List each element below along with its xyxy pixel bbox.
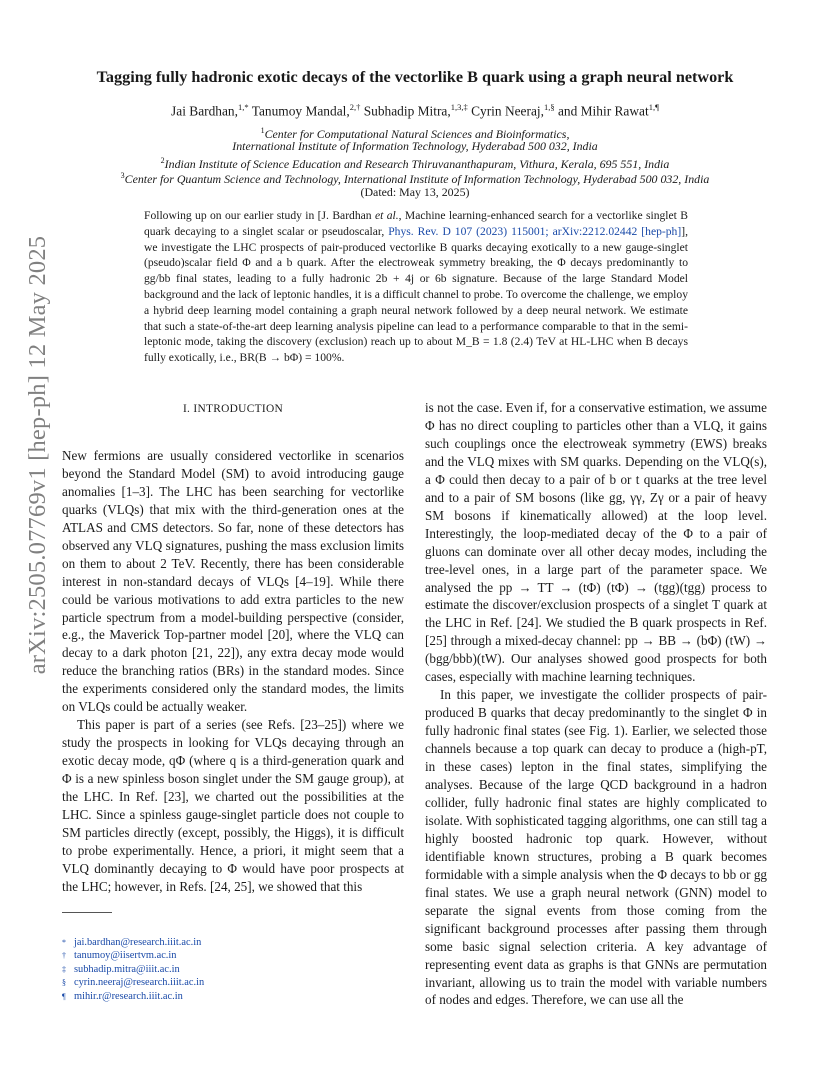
date-line: (Dated: May 13, 2025) bbox=[360, 185, 470, 199]
affiliation bbox=[60, 169, 770, 186]
affiliation-text: Center for Quantum Science and Technology, International Institute of Information Technology, Hyderabad 500 032, India bbox=[124, 171, 710, 186]
footnotes bbox=[62, 936, 362, 1003]
body-paragraph: This paper is part of a series (see Refs. [23–25]) where we study the prospects in looking for VLQs decaying through an exotic decay mode, qΦ (where q is a third-generation quark and Φ is a new spinless boson singlet under the SM gauge group), at the LHC. In Ref. [23], we charted out the possibilities at the LHC. Since a spinless gauge-singlet particle does not couple to SM particles directly (except, possibly, the Higgs), it is difficult to probe experimentally. Hence, a priori, it might seem that a VLQ dominantly decaying to Φ would have poor prospects at the LHC; however, in Refs. [24, 25], we showed that this bbox=[62, 717, 404, 894]
author-mark: 1,¶ bbox=[648, 102, 659, 112]
footnote bbox=[62, 976, 362, 989]
footnote bbox=[62, 990, 362, 1003]
author-name: Cyrin Neeraj, bbox=[471, 103, 544, 119]
author-name: Subhadip Mitra, bbox=[363, 103, 451, 119]
abstract-text: , Machine learning-enhanced search for a vectorlike singlet B quark decaying to a singlet scalar or pseudoscalar, bbox=[144, 209, 688, 238]
footnote-mark: † bbox=[62, 951, 66, 961]
section-heading: I. INTRODUCTION bbox=[182, 403, 284, 415]
affiliation-mark: 3 bbox=[120, 171, 125, 180]
email-link[interactable]: subhadip.mitra@iiit.ac.in bbox=[74, 963, 180, 975]
footnote bbox=[62, 949, 362, 962]
affiliation-text: International Institute of Information Technology, Hyderabad 500 032, India bbox=[232, 139, 598, 153]
footnote-divider bbox=[62, 912, 112, 913]
affiliation-mark: 2 bbox=[160, 156, 165, 165]
affiliation-text: Center for Computational Natural Sciences and Bioinformatics, bbox=[264, 126, 570, 141]
journal-reference-link[interactable]: Phys. Rev. D 107 (2023) 115001; arXiv:2212.02442 [hep-ph] bbox=[388, 224, 682, 238]
footnote bbox=[62, 936, 362, 949]
footnote-mark: ‡ bbox=[62, 964, 66, 974]
author-mark: 2,† bbox=[349, 102, 361, 112]
footnote-mark: * bbox=[62, 938, 66, 947]
affiliation bbox=[60, 139, 770, 153]
body-paragraph: In this paper, we investigate the collider prospects of pair-produced B quarks that decay predominantly to the singlet Φ in fully hadronic final states (see Fig. 1). Earlier, we selected those channels because a top quark can decay to produce a (high-pT, in these cases) lepton in the final states, simplifying the analyses. Because of the large QCD background in a hadron collider, fully hadronic final states are highly complicated to isolate. With sophisticated tagging algorithms, one can still tag a highly boosted hadronic top quark. However, without identifiable known structures, probing a B quark becomes formidable with a simple analysis when the Φ decays to bb or gg final states. We use a graph neural network (GNN) model to separate the signal events from those coming from the significant background processes after passing them through some basic signal selection criteria. A key advantage of representing event data as graphs is that GNNs are permutation invariant, allowing us to train the model with variable numbers of nodes and edges. Therefore, we can use all the bbox=[425, 687, 767, 1008]
author-name: Tanumoy Mandal, bbox=[251, 103, 350, 119]
footnote bbox=[62, 963, 362, 976]
email-link[interactable]: tanumoy@iisertvm.ac.in bbox=[74, 950, 177, 962]
arxiv-identifier bbox=[18, 235, 58, 675]
author-list bbox=[60, 102, 770, 119]
email-link[interactable]: cyrin.neeraj@research.iiit.ac.in bbox=[74, 977, 205, 989]
author-mark: 1,* bbox=[237, 102, 249, 112]
arxiv-identifier-text: arXiv:2505.07769v1 [hep-ph] 12 May 2025 bbox=[24, 235, 51, 675]
paper-title: Tagging fully hadronic exotic decays of the vectorlike B quark using a graph neural network bbox=[96, 68, 734, 86]
body-paragraph: is not the case. Even if, for a conservative estimation, we assume Φ has no direct coupling to particles other than a VLQ, it gains such couplings once the electroweak symmetry (EWS) breaks and the VLQ mixes with SM quarks. Depending on the VLQ(s), a Φ could then decay to a pair of b or t quarks at the tree level and to a pair of SM bosons (like gg, γγ, Zγ or a pair of heavy SM bosons if kinematically allowed) at the loop level. Interestingly, the loop-mediated decay of the Φ to a pair of gluons can dominate over all other decay modes, including the tree-level ones, in a large part of the parameter space. We analysed the pp → TT → (tΦ) (tΦ) → (tgg)(tgg) process to estimate the discover/exclusion prospects of a singlet T quark at the LHC in Ref. [24]. We studied the B quark prospects in Ref. [25] through a mixed-decay channel: pp → BB → (bΦ) (tW) → (bgg/bbb)(tW). Our analyses showed good prospects for both cases, especially with machine learning techniques. bbox=[425, 400, 767, 685]
abstract-etal: et al. bbox=[374, 209, 399, 222]
left-column bbox=[62, 399, 404, 896]
author-name: Jai Bardhan, bbox=[171, 103, 238, 119]
footnote-mark: § bbox=[62, 978, 66, 988]
affiliation-mark: 1 bbox=[260, 126, 265, 135]
abstract bbox=[144, 208, 688, 366]
affiliation-text: Indian Institute of Science Education and Research Thiruvananthapuram, Vithura, Kerala, 695 551, India bbox=[164, 156, 670, 171]
right-column bbox=[425, 399, 767, 1009]
author-name: and Mihir Rawat bbox=[557, 103, 649, 119]
body-paragraph: New fermions are usually considered vectorlike in scenarios beyond the Standard Model (SM) to avoid introducing gauge anomalies [1–3]. The LHC has been searching for vectorlike quarks (VLQs) that mix with the third-generation ones at the ATLAS and CMS detectors. So far, none of these detectors has observed any VLQ signatures, pushing the mass exclusion limits on them to about 2 TeV. Recently, there has been considerable interest in non-standard decays of VLQs [4–19]. While there could be various motivations to add extra particles to the new particle spectrum from a model-building perspective (consider, e.g., the Maverick Top-partner model [20], where the VLQ can decay to a dark photon [21, 22]), any extra decay mode would reduce the branching ratios (BRs) in the standard modes. Since the experiments considered only the standard modes, the limits on VLQs could be actually weaker. bbox=[62, 447, 404, 715]
abstract-text: Following up on our earlier study in [J. Bardhan bbox=[144, 209, 375, 222]
abstract-text: ], we investigate the LHC prospects of pair-produced vectorlike B quarks decaying exotically to a new gauge-singlet (pseudo)scalar field Φ and a b quark. After the electroweak symmetry breaking, the Φ decays predominantly to gg/bb final states, leading to a fully hadronic 2b + 4j or 6b signature. Because of the large Standard Model background and the lack of leptonic handles, it is a difficult channel to probe. To overcome the challenge, we employ a hybrid deep learning model containing a graph neural network followed by a deep neural network. We estimate that such a state-of-the-art deep learning analysis pipeline can lead to a performance comparable to that in the semi-leptonic mode, taking the discovery (exclusion) reach up to about M_B = 1.8 (2.4) TeV at HL-LHC when B decays fully exotically, i.e., BR(B → bΦ) = 100%. bbox=[144, 224, 688, 365]
author-mark: 1,§ bbox=[543, 102, 555, 112]
author-mark: 1,3,‡ bbox=[450, 102, 468, 112]
email-link[interactable]: mihir.r@research.iiit.ac.in bbox=[74, 990, 183, 1002]
email-link[interactable]: jai.bardhan@research.iiit.ac.in bbox=[74, 937, 202, 948]
footnote-mark: ¶ bbox=[62, 991, 66, 1001]
